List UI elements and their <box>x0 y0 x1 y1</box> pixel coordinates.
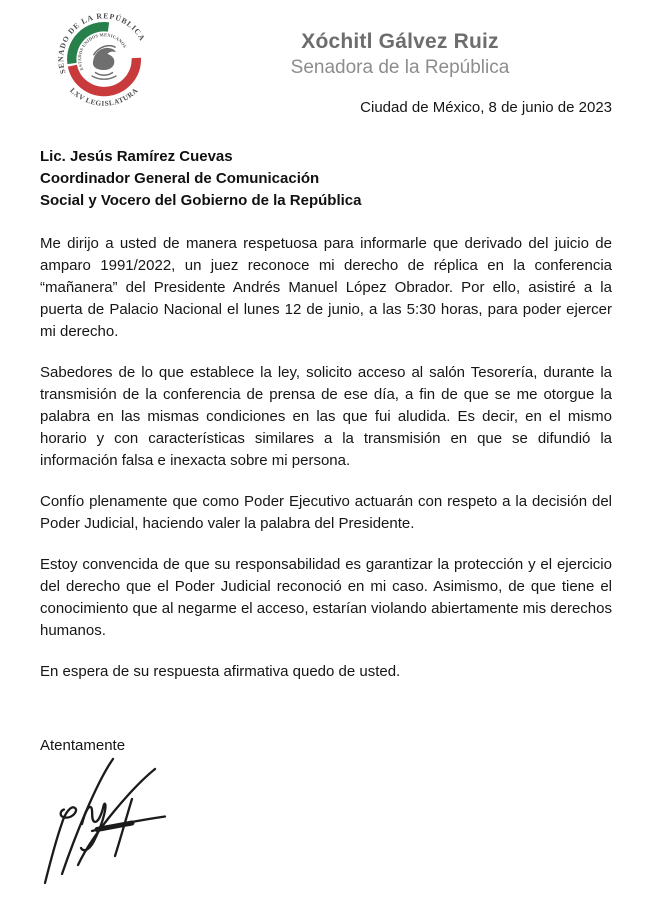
paragraph-1: Me dirijo a usted de manera respetuosa para informarle que derivado del juicio de amparo 1991/2022, un juez reconoce mi derecho de réplica en la conferencia “mañanera” del Presidente Andrés Manuel López Obrador. Por ello, asistiré a la puerta de Palacio Nacional el lunes 12 de junio, a las 5:30 horas, para poder ejercer mi derecho. <box>40 235 612 340</box>
recipient-title-line-1: Coordinador General de Comunicación <box>40 170 320 187</box>
letter-body <box>40 146 612 757</box>
handwritten-signature <box>36 752 172 886</box>
seal-bottom-text: LXV LEGISLATURA <box>68 86 140 108</box>
eagle-emblem-icon <box>92 46 116 80</box>
paragraph-4: Estoy convencida de que su responsabilidad es garantizar la protección y el ejercicio del derecho que el Poder Judicial reconoció en mi caso. Asimismo, de que tiene el conocimiento que al negarme el acceso, estarían violando abiertamente mis derechos humanos. <box>40 556 612 639</box>
paragraph-3: Confío plenamente que como Poder Ejecutivo actuarán con respeto a la decisión del Poder Judicial, haciendo valer la palabra del Presidente. <box>40 493 612 532</box>
signoff-label: Atentamente <box>40 737 126 754</box>
recipient-name: Lic. Jesús Ramírez Cuevas <box>40 148 233 165</box>
closing-line: En espera de su respuesta afirmativa quedo de usted. <box>40 663 401 680</box>
seal-inner-text: ESTADOS UNIDOS MEXICANOS <box>77 32 128 72</box>
senate-seal-logo <box>53 8 155 110</box>
seal-top-text: SENADO DE LA REPÚBLICA <box>56 11 148 75</box>
sender-name: Xóchitl Gálvez Ruiz <box>301 30 499 53</box>
recipient-title-line-2: Social y Vocero del Gobierno de la República <box>40 192 362 209</box>
sender-title: Senadora de la República <box>290 57 510 78</box>
paragraph-2: Sabedores de lo que establece la ley, solicito acceso al salón Tesorería, durante la transmisión de la conferencia de prensa de ese día, a fin de que se me otorgue la palabra en las mismas condiciones en las que fui aludida. Es decir, en el mismo horario y con características similares a la transmisión en que se difundió la información falsa e inexacta sobre mi persona. <box>40 364 612 469</box>
recipient-block <box>40 146 612 212</box>
date-line: Ciudad de México, 8 de junio de 2023 <box>360 99 612 116</box>
